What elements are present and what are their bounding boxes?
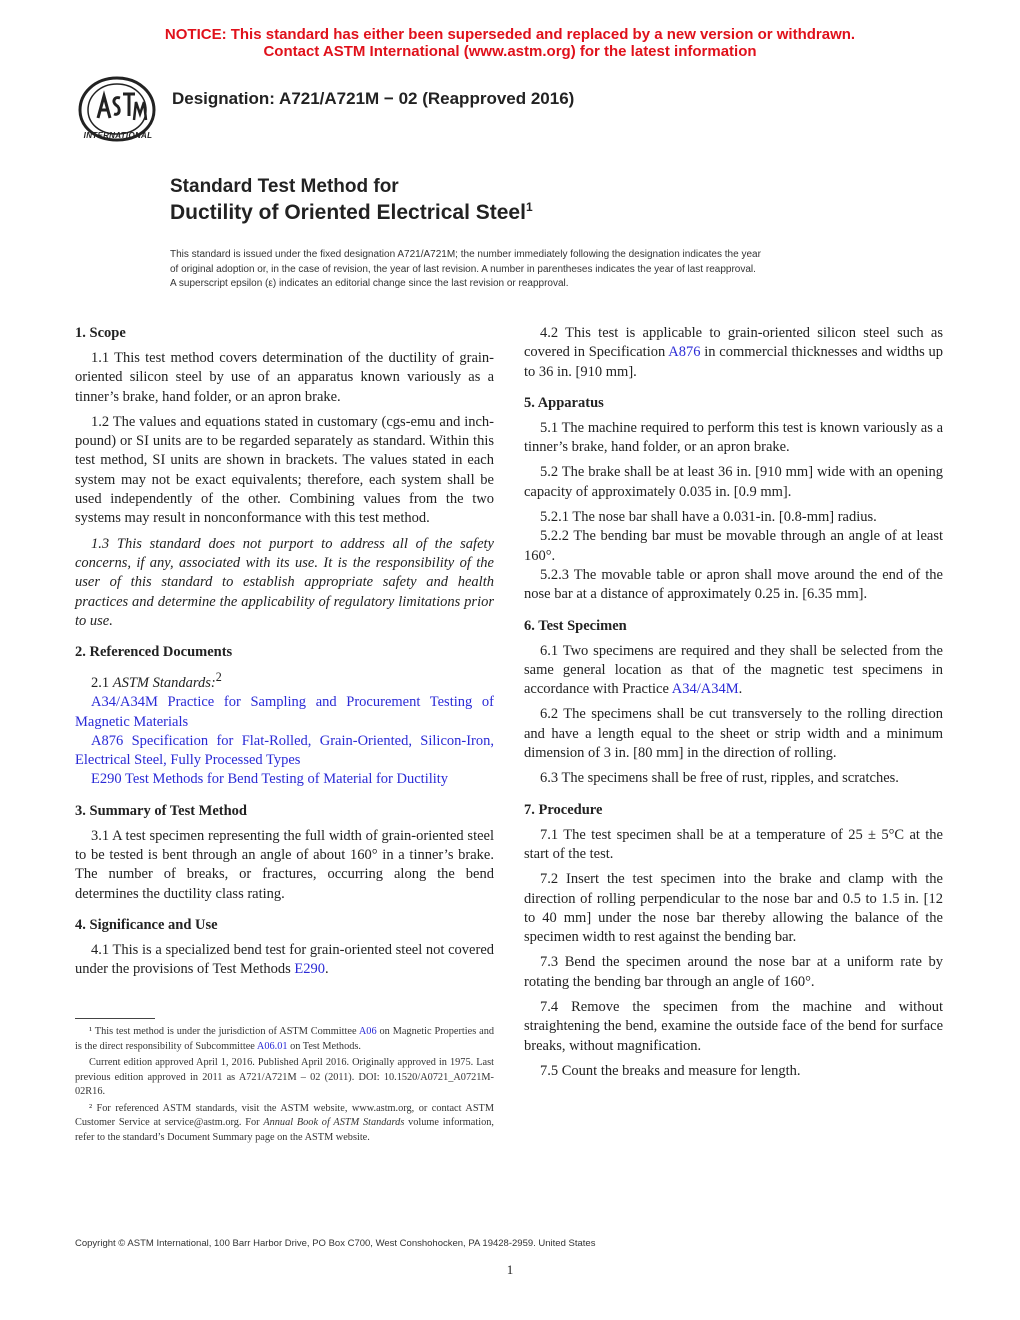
paragraph-4-2	[524, 324, 943, 382]
paragraph-5-2-3: 5.2.3 The movable table or apron shall move around the end of the nose bar at a distance of approximately 0.25 in. [6.35 mm].	[524, 566, 943, 603]
ref-e290-title-link[interactable]: Test Methods for Bend Testing of Material for Ductility	[121, 771, 449, 788]
paragraph-7-4: 7.4 Remove the specimen from the machine and without straightening the bend, examine the outside face of the bend for surface breaks, without magnification.	[524, 999, 943, 1054]
paragraph-6-3: 6.3 The specimens shall be free of rust, ripples, and scratches.	[540, 770, 899, 787]
paragraph-7-1: 7.1 The test specimen shall be at a temperature of 25 ± 5°C at the start of the test.	[524, 826, 943, 862]
paragraph-6-1	[524, 642, 943, 700]
a06-link[interactable]: A06	[358, 1026, 377, 1037]
paragraph-2-1	[75, 668, 494, 693]
paragraph-5-2-2: 5.2.2 The bending bar must be movable through an angle of at least 160°.	[524, 528, 943, 564]
document-title	[170, 175, 533, 227]
intro-line-3: A superscript epsilon (ε) indicates an editorial change since the last revision or reapproval.	[170, 278, 569, 289]
fn1-text-b: on Magnetic Properties and is the direct responsibility of Subcommittee	[75, 1026, 494, 1052]
astm-standards-label: ASTM Standards:	[112, 674, 216, 691]
p4-1-text: 4.1 This is a specialized bend test for grain-oriented steel not covered under the provisions of Test Methods	[75, 941, 494, 978]
paragraph-6-2: 6.2 The specimens shall be cut transversely to the rolling direction and have a length equal to the sheet or strip width and a minimum dimension of 3 in. [80 mm] in the direction of rolling.	[524, 706, 943, 762]
footnote-divider	[75, 1018, 155, 1019]
footnote-1	[75, 1025, 494, 1054]
section-referenced-documents-heading: 2. Referenced Documents	[75, 644, 233, 661]
title-main: Ductility of Oriented Electrical Steel	[170, 201, 526, 224]
copyright: Copyright © ASTM International, 100 Barr Harbor Drive, PO Box C700, West Conshohocken, PA 19428-2959. United States	[75, 1238, 596, 1249]
fn2-annual-book: Annual Book of ASTM Standards	[263, 1117, 405, 1128]
section-scope-heading: 1. Scope	[75, 325, 126, 341]
notice-line-1: NOTICE: This standard has either been superseded and replaced by a new version or withdrawn.	[164, 26, 856, 43]
footnote-2	[75, 1102, 494, 1146]
paragraph-5-1: 5.1 The machine required to perform this test is known variously as a tinner’s brake, hand folder, or an apron brake.	[524, 419, 943, 456]
footnotes	[75, 1018, 494, 1147]
footnote-edition: Current edition approved April 1, 2016. Published April 2016. Originally approved in 1975. Last previous edition approved in 2011 as A721/A721M – 02 (2011). DOI: 10.1520/A0721_A0721M-02R16.	[75, 1057, 494, 1097]
title-footnote-mark: 1	[525, 200, 533, 214]
p6-1-text: 6.1 Two specimens are required and they shall be selected from the same general location as that of the magnetic test specimens in accordance with Practice	[524, 642, 943, 698]
e290-link[interactable]: E290	[294, 961, 326, 978]
p4-1-end: .	[325, 961, 329, 978]
section-test-specimen-heading: 6. Test Specimen	[524, 617, 627, 634]
ref-e290-link[interactable]: E290	[91, 771, 122, 788]
fn2-text-b: volume information, refer to the standard’s Document Summary page on the ASTM website.	[75, 1117, 494, 1143]
a34-link[interactable]: A34/A34M	[671, 681, 739, 698]
right-column	[524, 324, 943, 1087]
paragraph-3-1: 3.1 A test specimen representing the full width of grain-oriented steel to be tested is bent through an angle of about 160° in a tinner’s brake. The number of breaks, or fractures, occurring along the bend determines the ductility class rating.	[75, 827, 494, 902]
intro-line-2: of original adoption or, in the case of revision, the year of last revision. A number in parentheses indicates the year of last reapproval.	[170, 263, 756, 275]
section-significance-heading: 4. Significance and Use	[75, 916, 218, 933]
fn1-text-c: on Test Methods.	[287, 1040, 361, 1052]
p2-1-number: 2.1	[91, 674, 113, 691]
ref-a34-link[interactable]: A34/A34M	[91, 694, 158, 711]
fn1-text-a: ¹ This test method is under the jurisdiction of ASTM Committee	[89, 1026, 359, 1037]
designation: Designation: A721/A721M − 02 (Reapproved 2016)	[172, 89, 575, 108]
logo-international-text: INTERNATIONAL	[83, 131, 153, 140]
intro-line-1: This standard is issued under the fixed designation A721/A721M; the number immediately following the designation indicates the year	[170, 249, 761, 260]
reference-e290	[75, 770, 494, 789]
left-column	[75, 324, 494, 986]
a06-01-link[interactable]: A06.01	[256, 1040, 288, 1052]
paragraph-5-2: 5.2 The brake shall be at least 36 in. [910 mm] wide with an opening capacity of approximately 0.035 in. [0.9 mm].	[524, 464, 943, 500]
paragraph-1-1: 1.1 This test method covers determination of the ductility of grain-oriented silicon steel by use of an apparatus known variously as a tinner’s brake, hand folder, or an apron brake.	[75, 350, 494, 405]
reference-a34	[75, 693, 494, 732]
p4-2-text: 4.2 This test is applicable to grain-oriented silicon steel such as covered in Specification	[524, 325, 943, 361]
supersession-notice	[0, 26, 1020, 60]
paragraph-7-5: 7.5 Count the breaks and measure for length.	[540, 1062, 801, 1079]
ref-a876-link[interactable]: A876	[91, 732, 124, 749]
p4-2-end: in commercial thicknesses and widths up to 36 in. [910 mm].	[524, 344, 943, 380]
footnote-mark-2: 2	[215, 670, 222, 685]
reference-a876	[75, 732, 494, 771]
fn2-text-a: ² For referenced ASTM standards, visit the ASTM website, www.astm.org, or contact ASTM Customer Service at service@astm.org. For	[75, 1102, 494, 1128]
p6-1-end: .	[738, 681, 743, 698]
paragraph-5-2-1: 5.2.1 The nose bar shall have a 0.031-in. [0.8-mm] radius.	[540, 509, 877, 526]
title-line-2	[170, 199, 533, 227]
ref-a34-title-link[interactable]: Practice for Sampling and Procurement Testing of Magnetic Materials	[75, 694, 494, 730]
section-apparatus-heading: 5. Apparatus	[524, 394, 604, 411]
section-summary-heading: 3. Summary of Test Method	[75, 802, 247, 819]
paragraph-4-1	[75, 941, 494, 980]
ref-a876-title-link[interactable]: Specification for Flat-Rolled, Grain-Oriented, Silicon-Iron, Electrical Steel, Fully Processed Types	[75, 732, 494, 769]
a876-link[interactable]: A876	[668, 344, 701, 361]
paragraph-7-2: 7.2 Insert the test specimen into the brake and clamp with the direction of rolling perpendicular to the nose bar and 0.5 to 1.5 in. [12 to 40 mm] under the nose bar thereby allowing the balance of the specimen width to rest against the bending bar.	[524, 871, 943, 946]
notice-line-2: Contact ASTM International (www.astm.org) for the latest information	[263, 43, 757, 60]
title-line-1: Standard Test Method for	[170, 176, 399, 197]
paragraph-7-3: 7.3 Bend the specimen around the nose bar at a uniform rate by rotating the bending bar through an angle of 160°.	[524, 954, 943, 990]
page-number: 1	[506, 1262, 514, 1277]
paragraph-1-2: 1.2 The values and equations stated in customary (cgs-emu and inch-pound) or SI units are to be regarded separately as standard. Within this test method, SI units are shown in brackets. The values stated in each system may not be exact equivalents; therefore, each system shall be used independently of the other. Combining values from the two systems may result in nonconformance with this test method.	[75, 413, 494, 527]
issuance-statement	[170, 248, 850, 292]
section-procedure-heading: 7. Procedure	[524, 801, 603, 818]
paragraph-1-3: 1.3 This standard does not purport to address all of the safety concerns, if any, associated with its use. It is the responsibility of the user of this standard to establish appropriate safety and health practices and determine the applicability of regulatory limitations prior to use.	[75, 535, 494, 629]
